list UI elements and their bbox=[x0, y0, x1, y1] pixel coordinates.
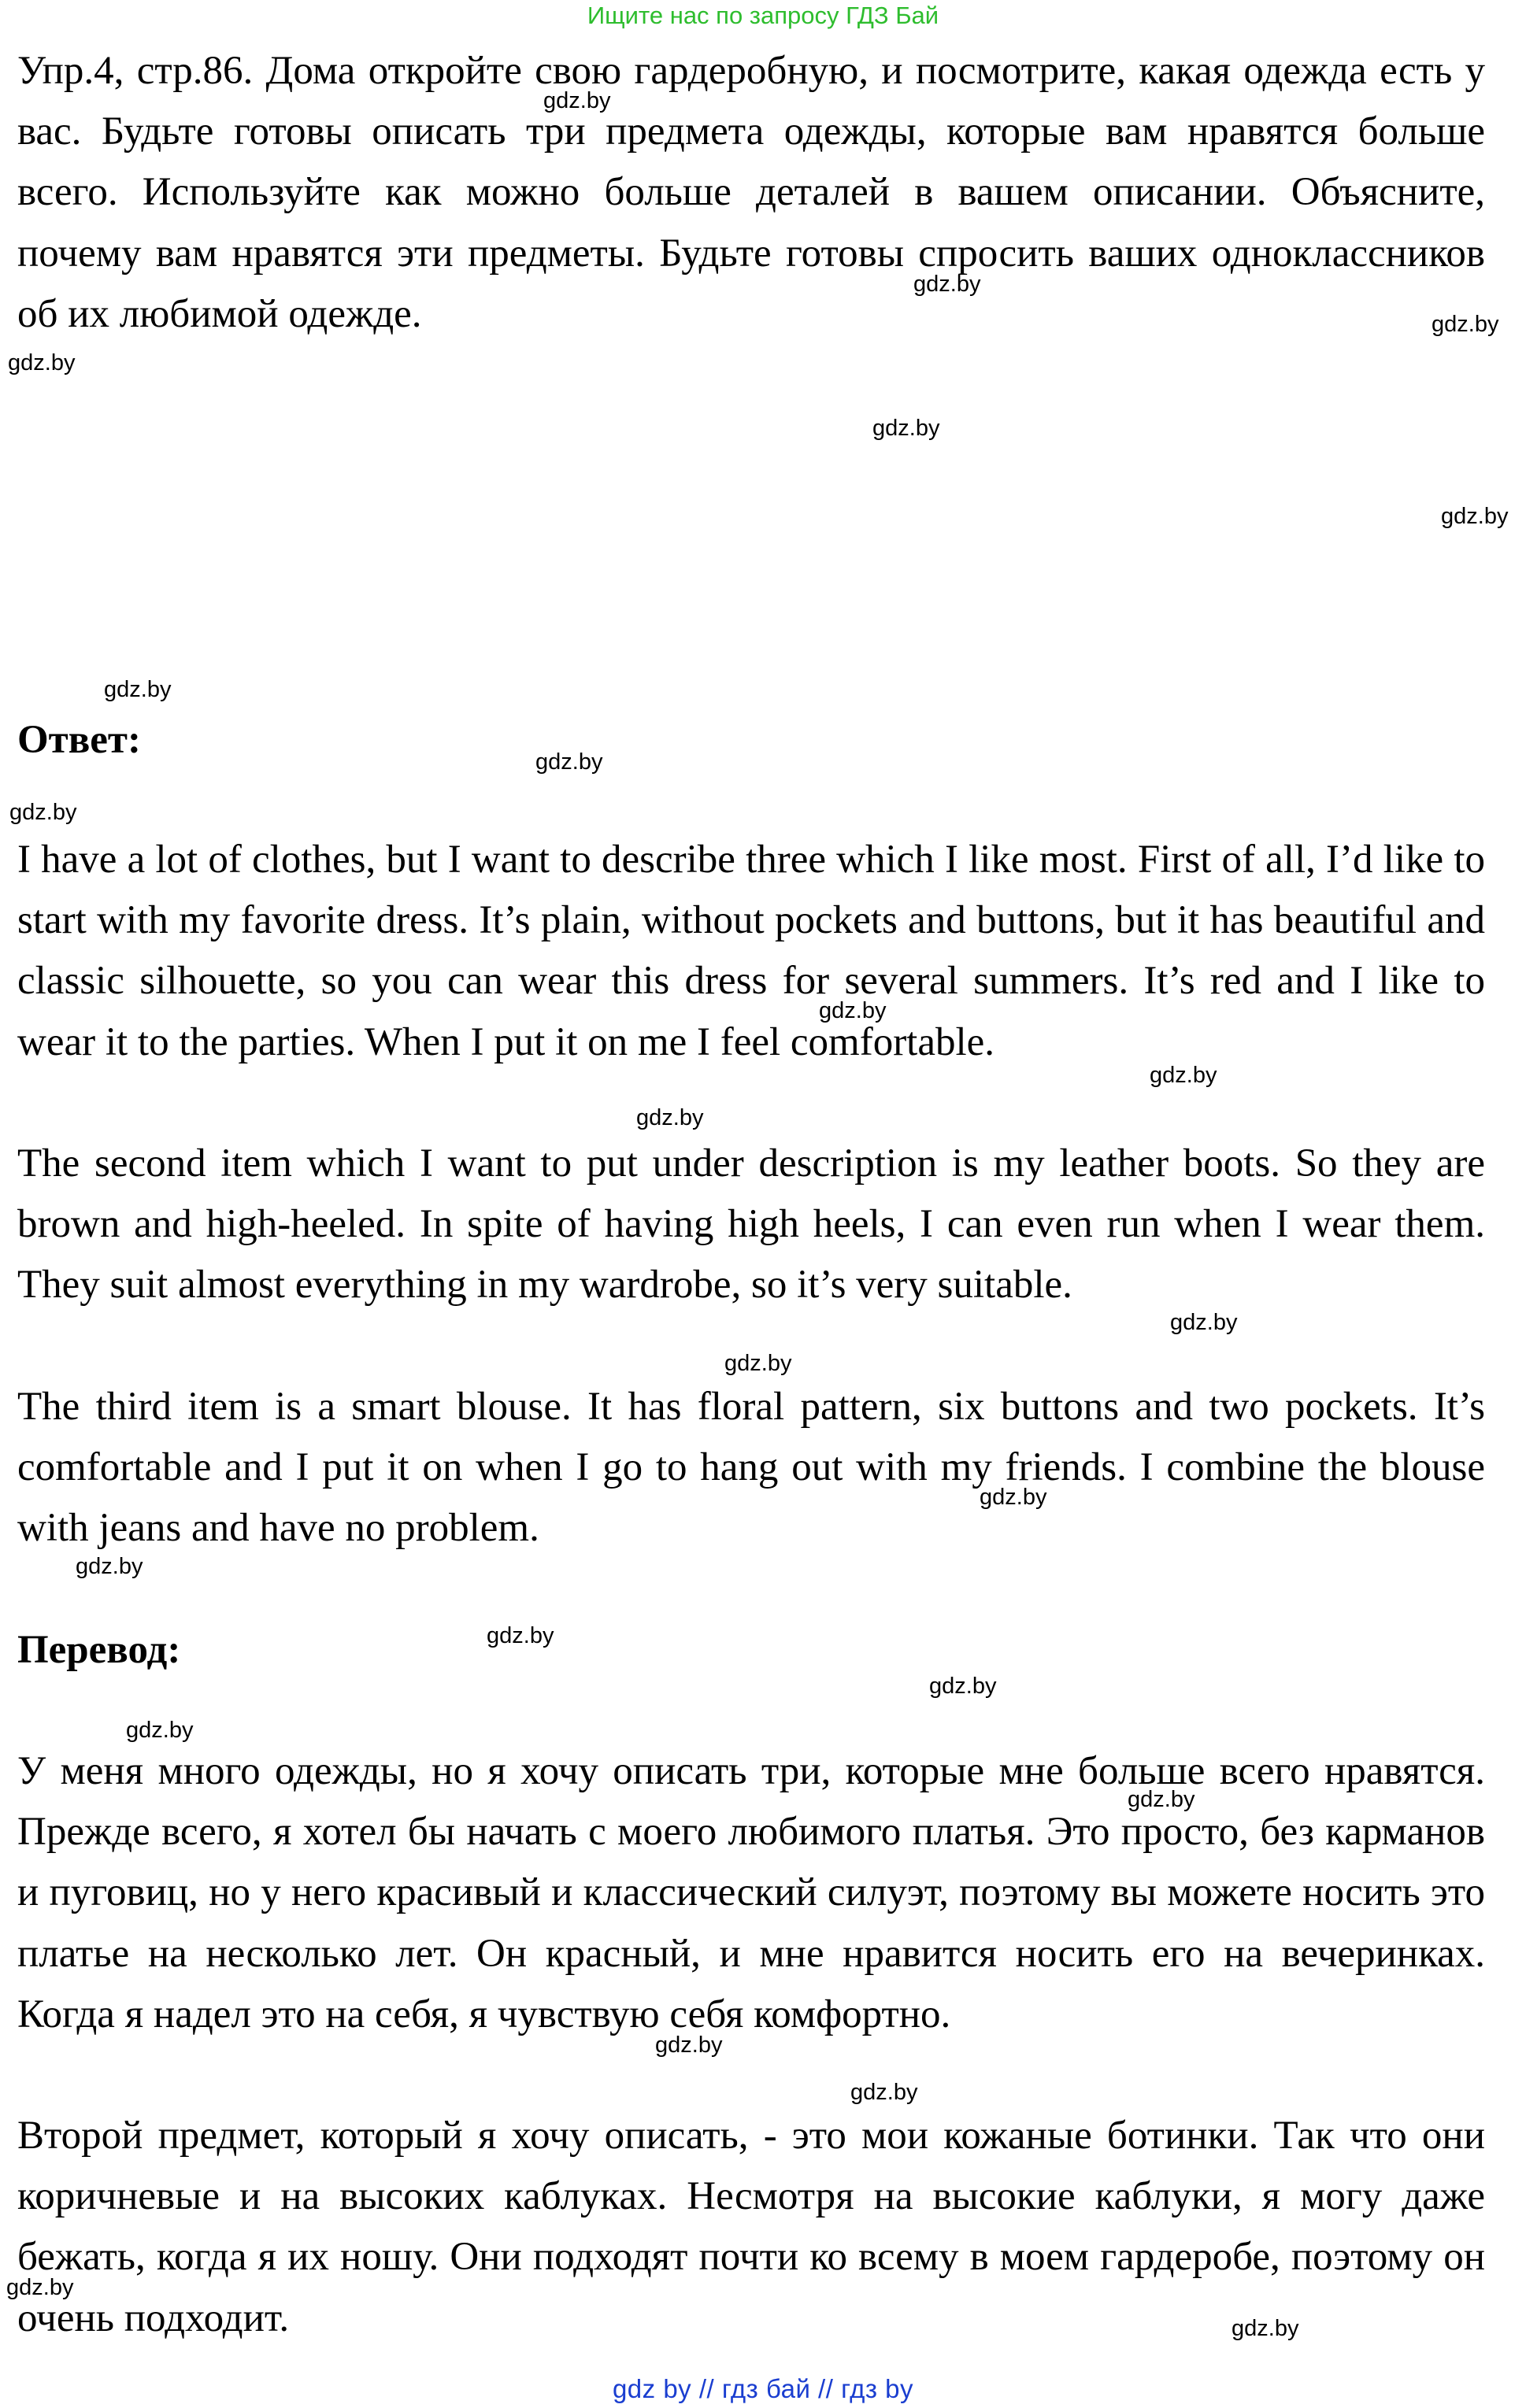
watermark: gdz.by bbox=[850, 2080, 918, 2105]
answer-paragraph-2: The second item which I want to put under description is my leather boots. So they are brown and high-heeled. In spite of having high heels, I can even run when I wear them. They suit almost everything in my wardrobe, so it’s very suitable. bbox=[17, 1141, 1485, 1308]
watermark: gdz.by bbox=[487, 1623, 554, 1648]
watermark: gdz.by bbox=[535, 749, 603, 775]
watermark: gdz.by bbox=[543, 88, 611, 113]
answer-paragraph-3: The third item is a smart blouse. It has floral pattern, six buttons and two pockets. It’s comfortable and I put it on when I go to hang out with my friends. I combine the blouse with jeans and have no problem. bbox=[17, 1385, 1485, 1551]
watermark: gdz.by bbox=[724, 1351, 792, 1376]
translation-heading: Перевод: bbox=[17, 1628, 181, 1672]
task-text: Упр.4, стр.86. Дома откройте свою гардеробную, и посмотрите, какая одежда есть у вас. Будьте готовы описать три предмета одежды, которые вам нравятся больше всего. Используйте как можно больше деталей в вашем описании. Объясните, почему вам нравятся эти предметы. Будьте готовы спросить ваших одноклассников об их любимой одежде. bbox=[17, 49, 1485, 336]
watermark: gdz.by bbox=[872, 416, 940, 441]
translation-paragraph-1: У меня много одежды, но я хочу описать три, которые мне больше всего нравятся. Прежде всего, я хотел бы начать с моего любимого платья. Это просто, без карманов и пуговиц, но у него красивый и классический силуэт, поэтому вы можете носить это платье на несколько лет. Он красный, и мне нравится носить его на вечеринках. Когда я надел это на себя, я чувствую себя комфортно. bbox=[17, 1749, 1485, 2036]
watermark: gdz.by bbox=[913, 272, 981, 297]
watermark: gdz.by bbox=[6, 2275, 74, 2300]
translation-paragraph-2: Второй предмет, который я хочу описать, - это мои кожаные ботинки. Так что они коричневые и на высоких каблуках. Несмотря на высокие каблуки, я могу даже бежать, когда я их ношу. Они подходят почти ко всему в моем гардеробе, поэтому он очень подходит. bbox=[17, 2114, 1485, 2340]
watermark: gdz.by bbox=[1150, 1063, 1217, 1088]
watermark: gdz.by bbox=[8, 350, 76, 375]
footer-links[interactable]: gdz by // гдз бай // гдз by bbox=[612, 2374, 914, 2403]
watermark: gdz.by bbox=[819, 998, 887, 1023]
watermark: gdz.by bbox=[1441, 504, 1509, 529]
watermark: gdz.by bbox=[1170, 1310, 1238, 1335]
watermark: gdz.by bbox=[1432, 312, 1499, 337]
watermark: gdz.by bbox=[1232, 2316, 1299, 2341]
watermark: gdz.by bbox=[980, 1485, 1047, 1510]
watermark: gdz.by bbox=[76, 1554, 143, 1579]
watermark: gdz.by bbox=[636, 1105, 704, 1130]
watermark: gdz.by bbox=[9, 800, 77, 825]
answer-heading: Ответ: bbox=[17, 718, 141, 762]
watermark: gdz.by bbox=[126, 1718, 194, 1743]
watermark: gdz.by bbox=[929, 1674, 997, 1699]
watermark: gdz.by bbox=[655, 2033, 723, 2058]
watermark: gdz.by bbox=[104, 677, 172, 702]
answer-paragraph-1: I have a lot of clothes, but I want to describe three which I like most. First of all, I’d like to start with my favorite dress. It’s plain, without pockets and buttons, but it has beautiful and classic silhouette, so you can wear this dress for several summers. It’s red and I like to wear it to the parties. When I put it on me I feel comfortable. bbox=[17, 838, 1485, 1064]
search-hint-link[interactable]: Ищите нас по запросу ГДЗ Бай bbox=[587, 2, 939, 29]
watermark: gdz.by bbox=[1128, 1787, 1195, 1812]
